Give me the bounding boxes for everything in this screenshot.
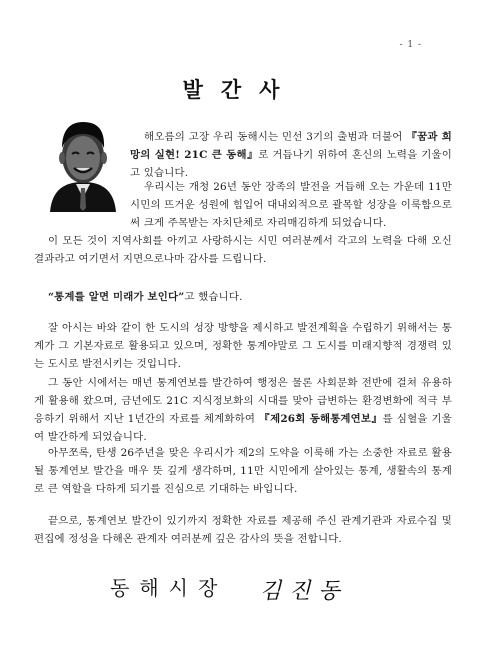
paragraph-1-text-c: 로 거듭나기 위하여 혼신의 노력을 기울이고 있습니다. (130, 149, 452, 179)
paragraph-5-text: 잘 아시는 바와 같이 한 도시의 성장 방향을 제시하고 발전계획을 수립하기 위해서는 통계가 그 기본자료로 활용되고 있으며, 정확한 통계야말로 그 도시를 미래지향적 경쟁력 있는 도시로 발전시키는 것입니다. (34, 322, 452, 370)
paragraph-quote (34, 288, 452, 306)
paragraph-5 (34, 319, 452, 373)
quote-rest: 고 했습니다. (184, 291, 243, 303)
paragraph-2-text: 우리시는 개청 26년 동안 장족의 발전을 거듭해 오는 가운데 11만 시민의 뜨거운 성원에 힘입어 대내외적으로 괄목할 성장을 이룩함으로써 크게 주목받는 자치단체로 자리매김하게 되었습니다. (130, 181, 452, 229)
signature-name: 김진동 (260, 579, 348, 604)
signature-block (110, 562, 430, 618)
paragraph-2 (130, 178, 452, 232)
paragraph-6-text-c: 를 심혈을 기울여 발간하게 되었습니다. (34, 413, 452, 443)
paragraph-8 (34, 512, 452, 548)
quote-bold: “통계를 알면 미래가 보인다” (48, 291, 185, 303)
handwritten-signature (252, 562, 422, 618)
page-title: 발간사 (182, 78, 298, 102)
signature-title: 동해시장 (110, 576, 228, 600)
page-number: - 1 - (399, 40, 422, 50)
paragraph-6 (34, 374, 452, 446)
paragraph-7-text: 아무쪼록, 탄생 26주년을 맞은 우리시가 제2의 도약을 이룩해 가는 소중한 자료로 활용될 통계연보 발간을 매우 뜻 깊게 생각하며, 11만 시민에게 살아있는 통계, 생활속의 통계로 큰 역할을 다하게 되기를 진심으로 기대하는 바입니다. (34, 447, 452, 495)
paragraph-3 (34, 232, 452, 268)
paragraph-3-text: 이 모든 것이 지역사회를 아끼고 사랑하시는 시민 여러분께서 각고의 노력을 다해 오신 결과라고 여기면서 지면으로나마 감사를 드립니다. (34, 235, 452, 265)
paragraph-6-bold: 『제26회 동해통계연보』 (259, 413, 383, 425)
paragraph-7 (34, 444, 452, 498)
paragraph-1-text-a: 해오름의 고장 우리 동해시는 민선 3기의 출범과 더불어 (144, 131, 403, 143)
paragraph-1 (130, 128, 452, 182)
mayor-portrait (42, 112, 124, 212)
paragraph-1-bold: 『꿈과 희망의 실현! 21C 큰 동해』 (130, 131, 452, 161)
paragraph-6-text-a: 그 동안 시에서는 매년 통계연보를 발간하여 행정은 물론 사회문화 전반에 걸쳐 유용하게 활용해 왔으며, 금년에도 21C 지식정보화의 시대를 맞아 급변하는 환경변화에 적극 부응하기 위해서 지난 1년간의 자료를 체계화하여 (34, 377, 452, 425)
paragraph-8-text: 끝으로, 통계연보 발간이 있기까지 정확한 자료를 제공해 주신 관계기관과 자료수집 및 편집에 정성을 다해온 관계자 여러분께 깊은 감사의 뜻을 전합니다. (34, 515, 452, 545)
